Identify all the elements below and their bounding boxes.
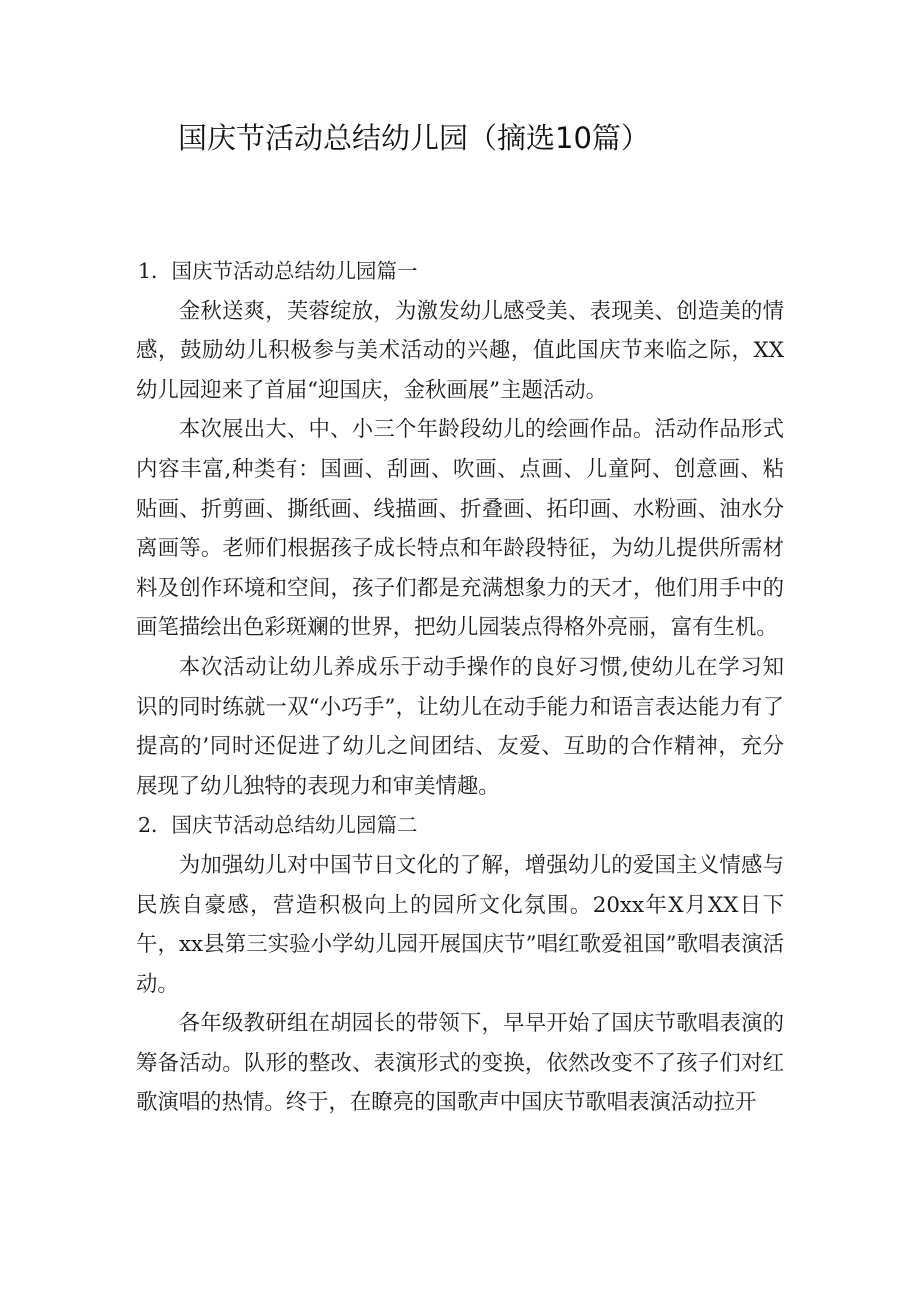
document-body: [136, 252, 784, 1123]
section-2-paragraph-2: 各年级教研组在胡园长的带领下，早早开始了国庆节歌唱表演的筹备活动。队形的整改、表演形式的变换，依然改变不了孩子们对红歌演唱的热情。终于，在瞭亮的国歌声中国庆节歌唱表演活动拉开: [136, 1011, 784, 1116]
section-2-paragraph-1: 为加强幼儿对中国节日文化的了解，增强幼儿的爱国主义情感与民族自豪感，营造积极向上的园所文化氛围。20xx年X月XX日下午，xx县第三实验小学幼儿园开展国庆节”唱红歌爱祖国”歌唱表演活动。: [136, 852, 784, 997]
section-2-heading: 2．国庆节活动总结幼儿园篇二: [138, 813, 418, 838]
section-1-paragraph-1: 金秋送爽，芙蓉绽放，为激发幼儿感受美、表现美、创造美的情感，鼓励幼儿积极参与美术活动的兴趣，值此国庆节来临之际，XX幼儿园迎来了首届“迎国庆，金秋画展”主题活动。: [136, 298, 784, 403]
section-1-heading: 1．国庆节活动总结幼儿园篇一: [138, 259, 418, 283]
document-title: 国庆节活动总结幼儿园（摘选10篇）: [178, 121, 650, 155]
section-1-paragraph-3: 本次活动让幼儿养成乐于动手操作的良好习惯,使幼儿在学习知识的同时练就一双“小巧手”，让幼儿在动手能力和语言表达能力有了提高的’同时还促进了幼儿之间团结、友爱、互助的合作精神，充分展现了幼儿独特的表现力和审美情趣。: [136, 654, 784, 799]
section-1-paragraph-2: 本次展出大、中、小三个年龄段幼儿的绘画作品。活动作品形式内容丰富,种类有：国画、刮画、吹画、点画、儿童阿、创意画、粘贴画、折剪画、撕纸画、线描画、折叠画、拓印画、水粉画、油水分离画等。老师们根据孩子成长特点和年龄段特征，为幼儿提供所需材料及创作环境和空间，孩子们都是充满想象力的天才，他们用手中的画笔描绘出色彩斑斓的世界，把幼儿园装点得格外亮丽，富有生机。: [136, 417, 784, 641]
